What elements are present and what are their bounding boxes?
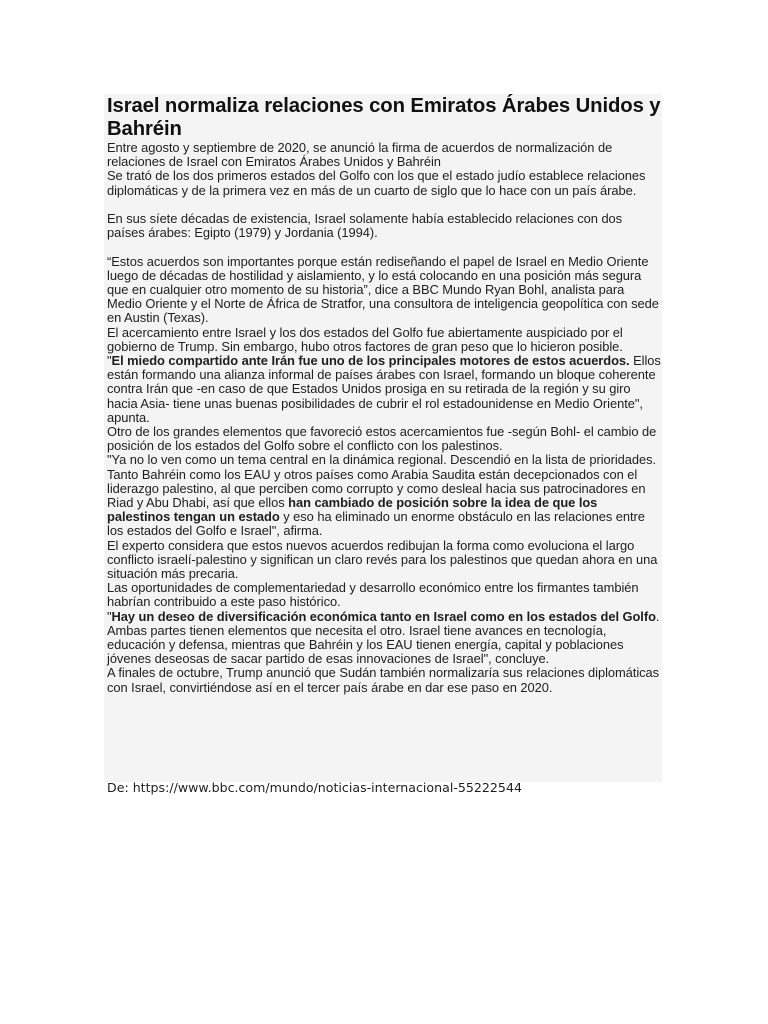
paragraph-diversification-rest: . Ambas partes tienen elementos que necesita el otro. Israel tiene avances en tecnología, educación y defensa, mientras que Bahréin y los EAU tienen energía, capital y poblaciones jóvenes deseosas de sacar partido de esas innovaciones de Israel", concluye. <box>107 608 660 667</box>
paragraph-palestinian-shift: Otro de los grandes elementos que favoreció estos acercamientos fue -según Bohl- el cambio de posición de los estados del Golfo sobre el conflicto con los palestinos. <box>107 424 657 454</box>
paragraph-iran-fear <box>107 354 662 425</box>
article-block <box>104 94 662 782</box>
paragraph-iran-rest: Ellos están formando una alianza informal de países árabes con Israel, formando un bloque coherente contra Irán que -en caso de que Estados Unidos prosiga en su retirada de la región y su giro hacia Asia- tiene unas buenas posibilidades de cubrir el rol estadounidense en Medio Oriente", apunta. <box>107 353 661 425</box>
paragraph-opportunities: Las oportunidades de complementariedad y desarrollo económico entre los firmantes también habrían contribuido a este paso histórico. <box>107 580 639 610</box>
bold-diversification: Hay un deseo de diversificación económica tanto en Israel como en los estados del Golfo <box>111 608 656 624</box>
article-body <box>107 141 662 695</box>
paragraph-gap <box>107 198 662 212</box>
paragraph-diversification <box>107 610 662 667</box>
quote-mark: " <box>107 608 112 624</box>
source-link[interactable]: De: https://www.bbc.com/mundo/noticias-internacional-55222544 <box>107 780 522 795</box>
paragraph-priorities-start: "Ya no lo ven como un tema central en la dinámica regional. Descendió en la lista de prioridades. Tanto Bahréin como los EAU y otros países como Arabia Saudita están decepcionados con el liderazgo palestino, al que perciben como corrupto y como desleal hacia sus patrocinadores en Riad y Abu Dhabi, así que ellos <box>107 452 657 511</box>
paragraph-quote-bohl: “Estos acuerdos son importantes porque están rediseñando el papel de Israel en Medio Oriente luego de décadas de hostilidad y aislamiento, y lo está colocando en una posición más segura que en cualquier otro momento de su historia”, dice a BBC Mundo Ryan Bohl, analista para Medio Oriente y el Norte de África de Stratfor, una consultora de inteligencia geopolítica con sede en Austin (Texas). <box>107 253 659 326</box>
paragraph-priorities-end: y eso ha eliminado un enorme obstáculo en las relaciones entre los estados del Golfo e Israel", afirma. <box>107 509 645 539</box>
bold-position-change: han cambiado de posición sobre la idea de que los palestinos tengan un estado <box>107 495 598 525</box>
paragraph-history: En sus síete décadas de existencia, Israel solamente había establecido relaciones con dos países árabes: Egipto (1979) y Jordania (1994). <box>107 211 623 241</box>
paragraph-priorities <box>107 453 662 538</box>
quote-mark: " <box>107 353 112 369</box>
paragraph-trump-support: El acercamiento entre Israel y los dos estados del Golfo fue abiertamente auspiciado por el gobierno de Trump. Sin embargo, hubo otros factores de gran peso que lo hicieron posible. <box>107 324 623 354</box>
bold-iran-statement: El miedo compartido ante Irán fue uno de los principales motores de estos acuerdos. <box>111 353 630 369</box>
paragraph-gap <box>107 240 662 254</box>
article-title: Israel normaliza relaciones con Emiratos Árabes Unidos y Bahréin <box>107 95 661 140</box>
paragraph-gulf-states: Se trató de los dos primeros estados del Golfo con los que el estado judío establece relaciones diplomáticas y de la primera vez en más de un cuarto de siglo que lo hace con un país árabe. <box>107 168 646 198</box>
paragraph-intro: Entre agosto y septiembre de 2020, se anunció la firma de acuerdos de normalización de relaciones de Israel con Emiratos Árabes Unidos y Bahréin <box>107 140 613 170</box>
paragraph-sudan: A finales de octubre, Trump anunció que Sudán también normalizaría sus relaciones diplomáticas con Israel, convirtiéndose así en el tercer país árabe en dar ese paso en 2020. <box>107 665 660 695</box>
paragraph-expert-view: El experto considera que estos nuevos acuerdos redibujan la forma como evoluciona el largo conflicto israelí-palestino y significan un claro revés para los palestinos que quedan ahora en una situación más precaria. <box>107 537 658 582</box>
